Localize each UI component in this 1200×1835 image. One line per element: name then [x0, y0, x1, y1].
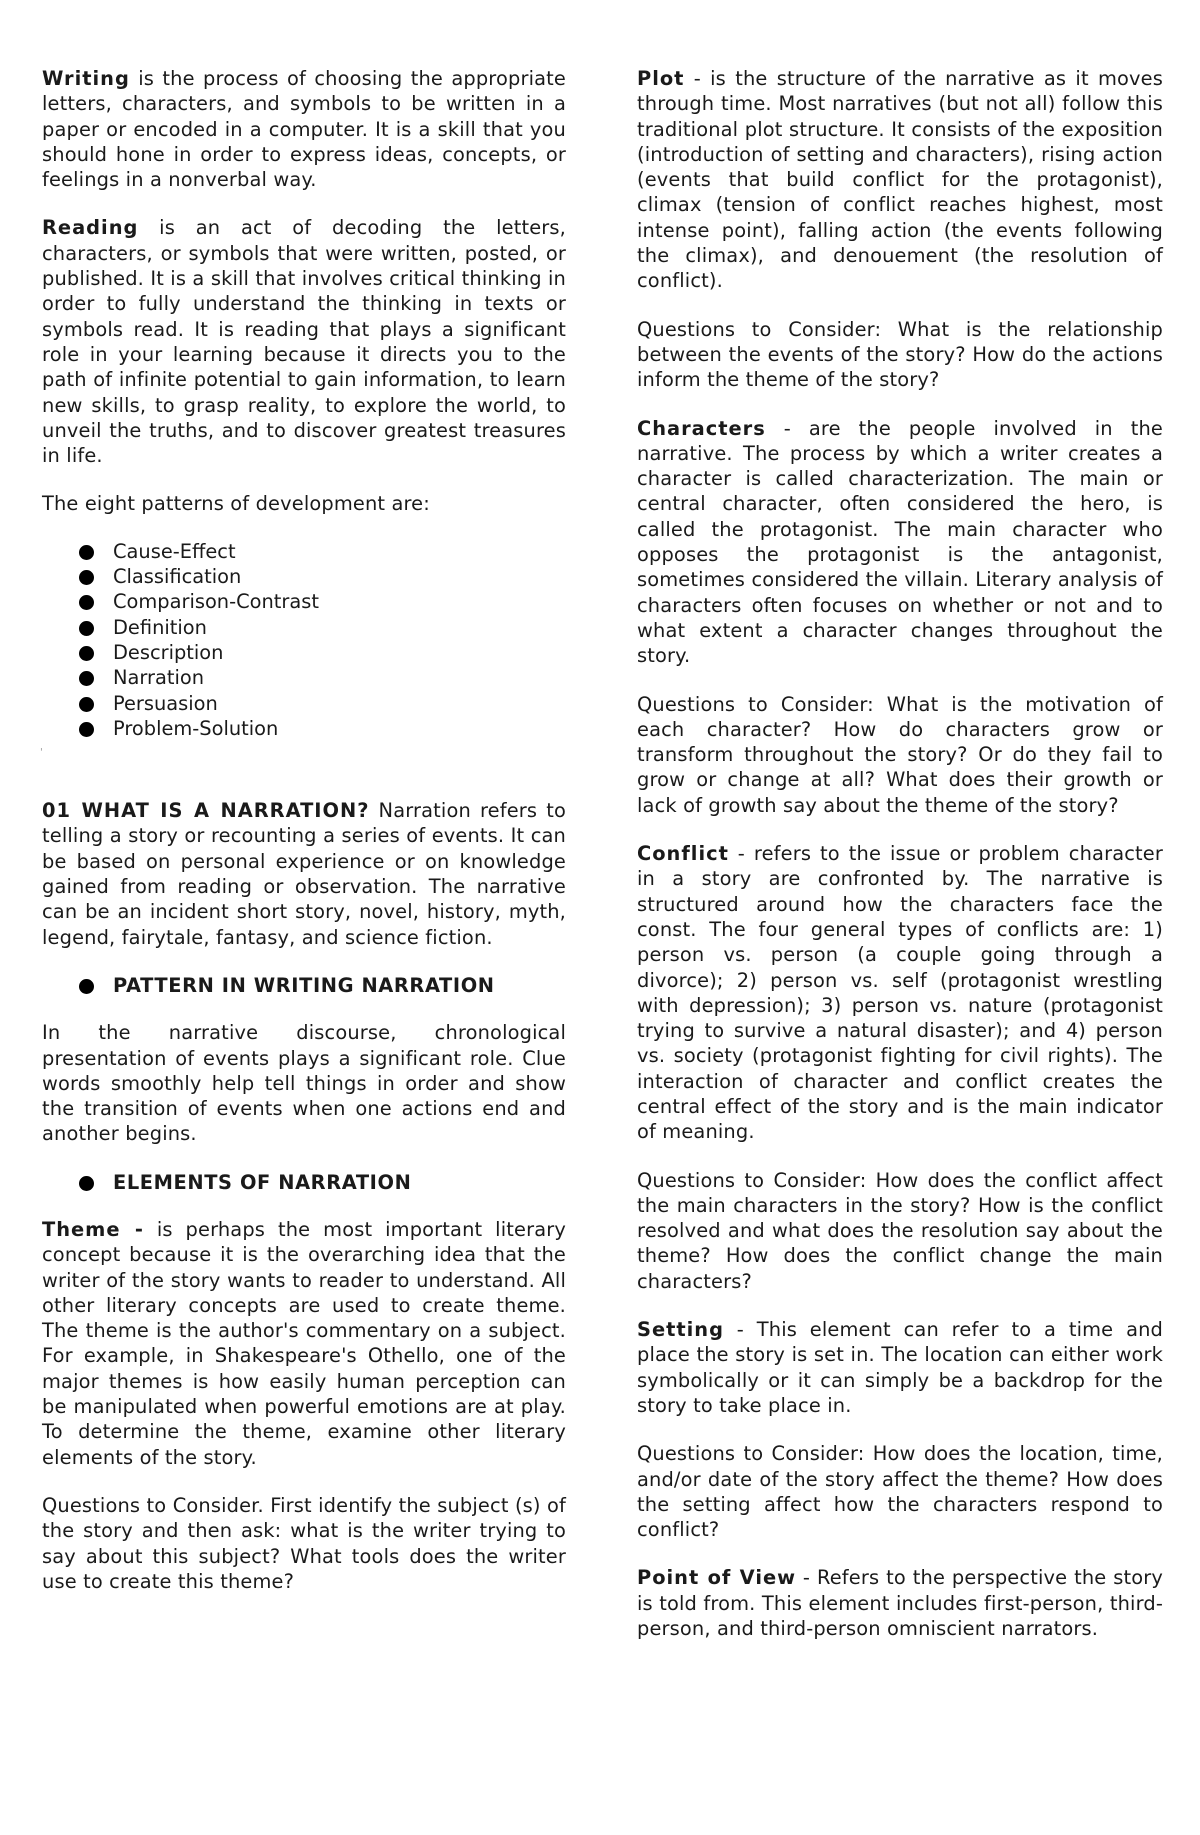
list-item: Classification	[79, 564, 566, 589]
list-item: Comparison-Contrast	[79, 589, 566, 614]
list-item: Description	[79, 640, 566, 665]
writing-term: Writing	[42, 67, 130, 90]
pattern-heading: PATTERN IN WRITING NARRATION	[42, 973, 566, 998]
reading-term: Reading	[42, 216, 139, 240]
patterns-intro: The eight patterns of development are:	[42, 492, 430, 516]
characters-term: Characters	[637, 416, 766, 440]
characters-paragraph	[637, 416, 1163, 669]
narration-text: Narration refers to telling a story or recounting a series of events. It can be based on personal experience or on knowledge gained from reading or observation. The narrative can be an incident short story, novel, history, myth, legend, fairytale, fantasy, and science fiction.	[42, 799, 566, 949]
conflict-paragraph	[637, 841, 1163, 1145]
plot-questions: Questions to Consider: What is the relationship between the events of the story? How do the actions inform the theme of the story?	[637, 317, 1163, 392]
conflict-questions: Questions to Consider: How does the conflict affect the main characters in the story? How is the conflict resolved and what does the resolution say about the theme? How does the conflict change the main characters?	[637, 1168, 1163, 1293]
list-item: Persuasion	[79, 691, 566, 716]
theme-text: is perhaps the most important literary concept because it is the overarching idea that the writer of the story wants to reader to understand. All other literary concepts are used to create theme. The theme is the author's commentary on a subject. For example, in Shakespeare's Othello, one of the major themes is how easily human perception can be manipulated when powerful emotions are at play. To determine the theme, examine other literary elements of the story.	[42, 1217, 566, 1469]
writing-text: is the process of choosing the appropriate letters, characters, and symbols to be written in a paper or encoded in a computer. It is a skill that you should hone in order to express ideas, concepts, or feelings in a nonverbal way.	[42, 67, 566, 192]
setting-questions: Questions to Consider: How does the location, time, and/or date of the story affect the theme? How does the setting affect how the characters respond to conflict?	[637, 1442, 1163, 1542]
narration-heading: 01 WHAT IS A NARRATION?	[42, 799, 370, 823]
theme-questions: Questions to Consider. First identify the subject (s) of the story and then ask: what is the writer trying to say about this subject? What tools does the writer use to create this theme?	[42, 1493, 566, 1593]
left-column	[42, 66, 566, 1594]
pov-paragraph	[637, 1565, 1163, 1641]
elements-heading: ELEMENTS OF NARRATION	[42, 1170, 566, 1195]
narration-paragraph	[42, 798, 566, 950]
plot-paragraph	[637, 66, 1163, 294]
setting-term: Setting	[637, 1318, 724, 1342]
list-item: Cause-Effect	[79, 539, 566, 564]
list-item: Narration	[79, 665, 566, 690]
theme-term: Theme -	[42, 1217, 144, 1241]
right-column	[637, 66, 1163, 1641]
characters-questions: Questions to Consider: What is the motivation of each character? How do characters grow or transform throughout the story? Or do they fail to grow or change at all? What does their growth or lack of growth say about the theme of the story?	[637, 692, 1163, 817]
reading-text: is an act of decoding the letters, characters, or symbols that were written, posted, or published. It is a skill that involves critical thinking in order to fully understand the thinking in texts or symbols read. It is reading that plays a significant role in your learning because it directs you to the path of infinite potential to gain information, to learn new skills, to grasp reality, to explore the world, to unveil the truths, and to discover greatest treasures in life.	[42, 216, 566, 468]
theme-paragraph	[42, 1217, 566, 1470]
list-item: Problem-Solution	[79, 716, 566, 741]
stray-mark	[42, 747, 566, 767]
conflict-term: Conflict	[637, 842, 729, 866]
conflict-text: - refers to the issue or problem character in a story are confronted by. The narrative is structured around how the characters face the const. The four general types of conflicts are: 1) person vs. person (a couple going through a divorce); 2) person vs. self (protagonist wrestling with depression); 3) person vs. nature (protagonist trying to survive a natural disaster); and 4) person vs. society (protagonist fighting for civil rights). The interaction of character and conflict creates the central effect of the story and is the main indicator of meaning.	[637, 842, 1163, 1144]
patterns-list	[42, 539, 566, 741]
reading-paragraph	[42, 215, 566, 468]
writing-paragraph	[42, 66, 566, 192]
setting-paragraph	[637, 1317, 1163, 1418]
pov-text: - Refers to the perspective the story is told from. This element includes first-person, third- person, and third-person omniscient narrators.	[637, 1566, 1163, 1641]
stray-mark-glyph: '	[40, 747, 43, 759]
pov-term: Point of View	[637, 1566, 797, 1590]
pattern-paragraph: In the narrative discourse, chronological presentation of events plays a significant role. Clue words smoothly help tell things in order and show the transition of events when one actions end and another begins.	[42, 1021, 566, 1146]
plot-text: - is the structure of the narrative as it moves through time. Most narratives (but not all) follow this traditional plot structure. It consists of the exposition (introduction of setting and characters), rising action (events that build conflict for the protagonist), climax (tension of conflict reaches highest, most intense point), falling action (the events following the climax), and denouement (the resolution of conflict).	[637, 67, 1163, 293]
plot-term: Plot	[637, 67, 685, 90]
characters-text: - are the people involved in the narrative. The process by which a writer creates a character is called characterization. The main or central character, often considered the hero, is called the protagonist. The main character who opposes the protagonist is the antagonist, sometimes considered the villain. Literary analysis of characters often focuses on whether or not and to what extent a character changes throughout the story.	[637, 416, 1163, 668]
list-item: Definition	[79, 615, 566, 640]
setting-text: - This element can refer to a time and place the story is set in. The location can either work symbolically or it can simply be a backdrop for the story to take place in.	[637, 1318, 1163, 1417]
